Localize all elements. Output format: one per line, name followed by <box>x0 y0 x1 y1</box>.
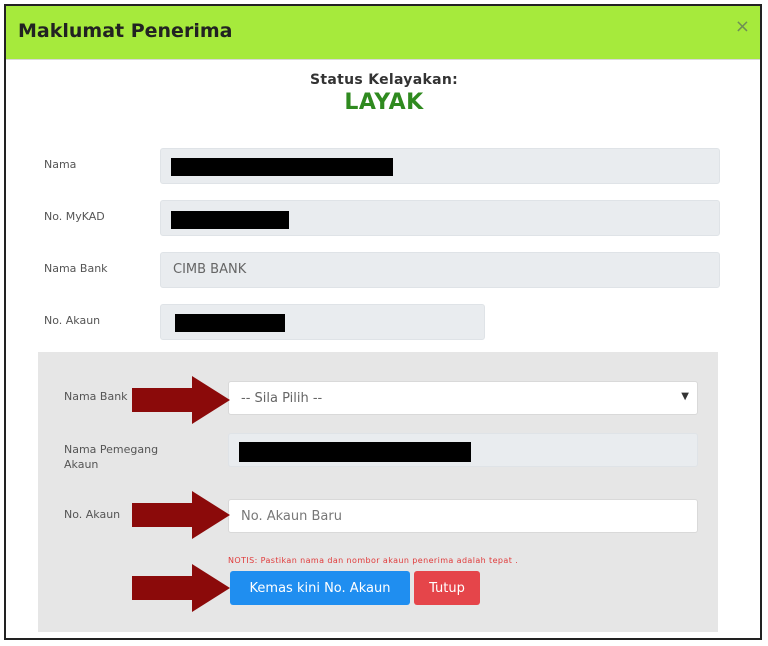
modal-title: Maklumat Penerima <box>18 20 233 42</box>
close-icon[interactable]: × <box>734 16 750 37</box>
new-bank-label: Nama Bank <box>64 390 128 403</box>
modal-header <box>6 6 760 60</box>
bank-select-value: -- Sila Pilih -- <box>241 391 323 406</box>
mykad-label: No. MyKAD <box>44 210 105 223</box>
eligibility-status-value: LAYAK <box>344 90 424 115</box>
update-account-button[interactable]: Kemas kini No. Akaun <box>230 571 410 605</box>
new-account-input[interactable] <box>228 499 698 533</box>
account-number-label: No. Akaun <box>44 314 101 327</box>
arrow-right-icon <box>132 491 232 541</box>
bank-name-label: Nama Bank <box>44 262 108 275</box>
account-holder-label: Nama Pemegang Akaun <box>64 443 159 471</box>
name-field <box>160 148 720 184</box>
chevron-down-icon: ▼ <box>681 391 689 402</box>
redacted-block <box>175 314 285 332</box>
account-holder-field <box>228 433 698 467</box>
notice-text: NOTIS: Pastikan nama dan nombor akaun penerima adalah tepat . <box>228 556 519 565</box>
close-button[interactable]: Tutup <box>414 571 480 605</box>
eligibility-status-label: Status Kelayakan: <box>310 72 458 88</box>
redacted-block <box>171 211 289 229</box>
arrow-right-icon <box>132 376 232 426</box>
new-account-label: No. Akaun <box>64 508 121 521</box>
arrow-right-icon <box>132 564 232 614</box>
redacted-block <box>239 442 471 462</box>
account-number-field <box>160 304 485 340</box>
name-label: Nama <box>44 158 77 171</box>
redacted-block <box>171 158 393 176</box>
mykad-field <box>160 200 720 236</box>
bank-select[interactable] <box>228 381 698 415</box>
bank-name-field: CIMB BANK <box>160 252 720 288</box>
